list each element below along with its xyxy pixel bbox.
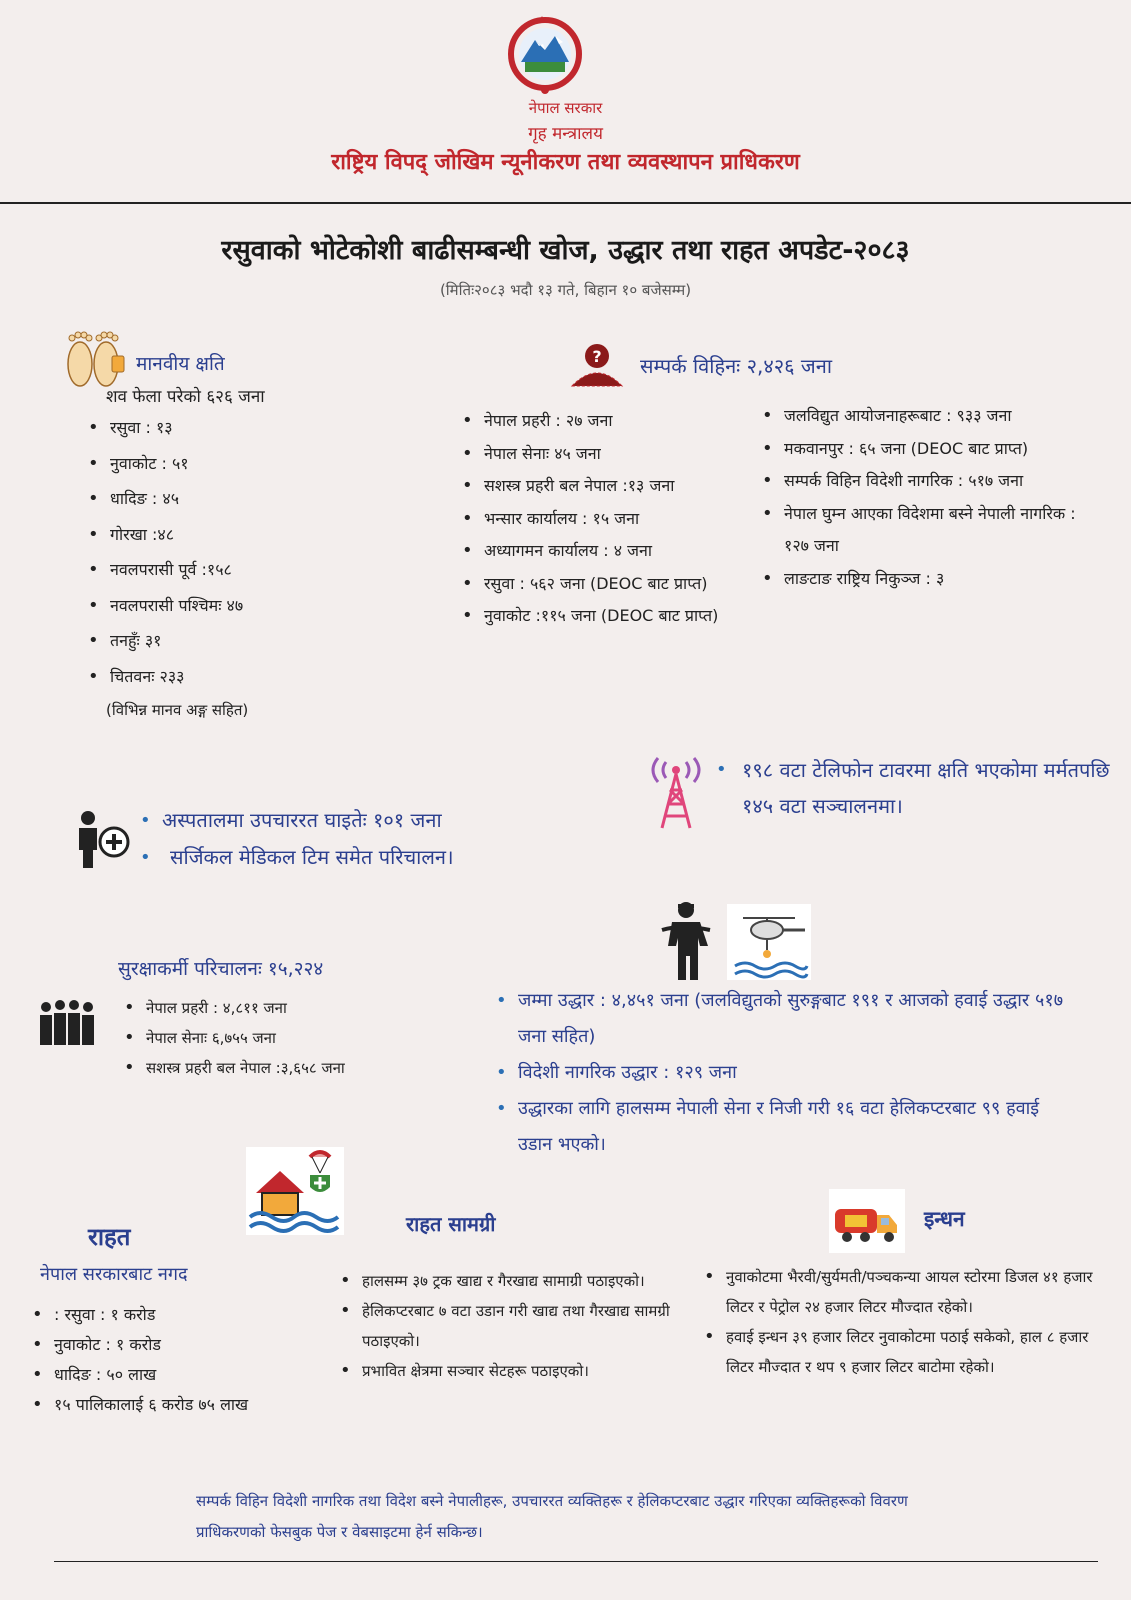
list-item: • नेपाल प्रहरी : २७ जना bbox=[484, 405, 739, 438]
list-item: • नवलपरासी पूर्व :१५८ bbox=[110, 552, 243, 588]
list-item: • नेपाल सेनाः ६,७५५ जना bbox=[146, 1023, 345, 1053]
relief-heading: राहत bbox=[88, 1223, 131, 1251]
crowd-icon bbox=[34, 995, 102, 1047]
ministry-label: गृह मन्त्रालय bbox=[528, 124, 603, 144]
list-item: • चितवनः २३३ bbox=[110, 659, 243, 695]
fuel-list bbox=[726, 1262, 1112, 1382]
report-date: (मितिः२०८३ भदौ १३ गते, बिहान १० बजेसम्म) bbox=[439, 281, 692, 299]
list-item: • नुवाकोट :११५ जना (DEOC बाट प्राप्त) bbox=[484, 600, 739, 633]
supplies-heading: राहत सामग्री bbox=[406, 1212, 496, 1236]
list-item: • रसुवा : ५६२ जना (DEOC बाट प्राप्त) bbox=[484, 568, 739, 601]
list-item: • लाङटाङ राष्ट्रिय निकुञ्ज : ३ bbox=[784, 563, 1094, 596]
hospital-list bbox=[162, 802, 454, 876]
rescue-list bbox=[518, 983, 1078, 1163]
helicopter-icon bbox=[727, 904, 811, 980]
missing-heading: सम्पर्क विहिनः २,४२६ जना bbox=[640, 354, 833, 378]
footer-note: सम्पर्क विहिन विदेशी नागरिक तथा विदेश बस्ने नेपालीहरू, उपचाररत व्यक्तिहरू र हेलिकप्टरबाट उद्धार गरिएका व्यक्तिहरूको विवरण प्राधिकरणको फेसबुक पेज र वेबसाइटमा हेर्न सकिन्छ। bbox=[196, 1492, 908, 1541]
telecom-status bbox=[742, 752, 1122, 824]
human-loss-heading: मानवीय क्षति bbox=[136, 353, 225, 375]
header-divider bbox=[0, 202, 1131, 204]
list-item: • अस्पतालमा उपचाररत घाइतेः १०१ जना bbox=[162, 802, 454, 839]
list-item: • १९८ वटा टेलिफोन टावरमा क्षति भएकोमा मर्मतपछि १४५ वटा सञ्चालनमा। bbox=[742, 752, 1122, 824]
missing-person-icon bbox=[568, 340, 626, 390]
district-casualty-list bbox=[110, 410, 243, 694]
list-item: • जम्मा उद्धार : ४,४५१ जना (जलविद्युतको सुरुङ्गबाट १९१ र आजको हवाई उद्धार ५१७ जना सहित) bbox=[518, 983, 1078, 1055]
list-item: • रसुवा : १३ bbox=[110, 410, 243, 446]
list-item: • विदेशी नागरिक उद्धार : १२९ जना bbox=[518, 1055, 1078, 1091]
list-item: • नुवाकोट : १ करोड bbox=[54, 1330, 248, 1360]
list-item: • नुवाकोट : ५१ bbox=[110, 446, 243, 482]
security-heading: सुरक्षाकर्मी परिचालनः १५,२२४ bbox=[118, 958, 324, 980]
list-item: • : रसुवा : १ करोड bbox=[54, 1300, 248, 1330]
list-item: • धादिङ : ४५ bbox=[110, 481, 243, 517]
missing-list-left bbox=[484, 405, 739, 633]
svg-text:?: ? bbox=[592, 347, 602, 366]
relief-subheading: नेपाल सरकारबाट नगद bbox=[40, 1264, 188, 1285]
list-item: • १५ पालिकालाई ६ करोड ७५ लाख bbox=[54, 1390, 248, 1420]
tower-icon bbox=[644, 754, 708, 830]
list-item: • उद्धारका लागि हालसम्म नेपाली सेना र निजी गरी १६ वटा हेलिकप्टरबाट ९९ हवाई उडान भएको। bbox=[518, 1091, 1078, 1163]
supplies-list bbox=[362, 1266, 712, 1386]
footer-divider bbox=[54, 1561, 1098, 1562]
list-item: • धादिङ : ५० लाख bbox=[54, 1360, 248, 1390]
missing-list-right bbox=[784, 400, 1094, 595]
nepal-emblem-icon bbox=[495, 14, 595, 94]
authority-name: राष्ट्रिय विपद् जोखिम न्यूनीकरण तथा व्यवस्थापन प्राधिकरण bbox=[331, 150, 800, 175]
list-item: • नेपाल घुम्न आएका विदेशमा बस्ने नेपाली नागरिक : १२७ जना bbox=[784, 498, 1094, 563]
list-item: • भन्सार कार्यालय : १५ जना bbox=[484, 503, 739, 536]
list-item: • सशस्त्र प्रहरी बल नेपाल :३,६५८ जना bbox=[146, 1053, 345, 1083]
list-item: • जलविद्युत आयोजनाहरूबाट : ९३३ जना bbox=[784, 400, 1094, 433]
page-title: रसुवाको भोटेकोशी बाढीसम्बन्धी खोज, उद्धार तथा राहत अपडेट-२०८३ bbox=[221, 235, 910, 266]
list-item: • तनहुँः ३१ bbox=[110, 623, 243, 659]
list-item: • प्रभावित क्षेत्रमा सञ्चार सेटहरू पठाइएको। bbox=[362, 1356, 712, 1386]
government-label: नेपाल सरकार bbox=[528, 99, 603, 117]
list-item: • नेपाल सेनाः ४५ जना bbox=[484, 438, 739, 471]
fuel-heading: इन्धन bbox=[924, 1207, 965, 1231]
bodies-found-total: शव फेला परेको ६२६ जना bbox=[106, 387, 265, 407]
human-loss-note: (विभिन्न मानव अङ्ग सहित) bbox=[106, 701, 249, 719]
injured-person-icon bbox=[74, 808, 136, 870]
list-item: • गोरखा :४८ bbox=[110, 517, 243, 553]
relief-cash-list bbox=[54, 1300, 248, 1420]
list-item: • हवाई इन्धन ३९ हजार लिटर नुवाकोटमा पठाई सकेको, हाल ८ हजार लिटर मौज्दात र थप ९ हजार लिटर बाटोमा रहेको। bbox=[726, 1322, 1112, 1382]
list-item: • अध्यागमन कार्यालय : ४ जना bbox=[484, 535, 739, 568]
security-list bbox=[146, 993, 345, 1083]
list-item: • नुवाकोटमा भैरवी/सुर्यमती/पञ्चकन्या आयल स्टोरमा डिजल ४१ हजार लिटर र पेट्रोल २४ हजार लिटर मौज्दात रहेको। bbox=[726, 1262, 1112, 1322]
list-item: • हेलिकप्टरबाट ७ वटा उडान गरी खाद्य तथा गैरखाद्य सामग्री पठाइएको। bbox=[362, 1296, 712, 1356]
list-item: • सर्जिकल मेडिकल टिम समेत परिचालन। bbox=[162, 839, 454, 876]
flooded-house-icon bbox=[246, 1147, 344, 1235]
list-item: • नवलपरासी पश्चिमः ४७ bbox=[110, 588, 243, 624]
feet-icon bbox=[58, 326, 132, 388]
fuel-truck-icon bbox=[829, 1189, 905, 1253]
list-item: • नेपाल प्रहरी : ४,८११ जना bbox=[146, 993, 345, 1023]
rescuer-icon bbox=[658, 900, 714, 980]
list-item: • हालसम्म ३७ ट्रक खाद्य र गैरखाद्य सामाग्री पठाइएको। bbox=[362, 1266, 712, 1296]
list-item: • सम्पर्क विहिन विदेशी नागरिक : ५१७ जना bbox=[784, 465, 1094, 498]
list-item: • मकवानपुर : ६५ जना (DEOC बाट प्राप्त) bbox=[784, 433, 1094, 466]
list-item: • सशस्त्र प्रहरी बल नेपाल :१३ जना bbox=[484, 470, 739, 503]
